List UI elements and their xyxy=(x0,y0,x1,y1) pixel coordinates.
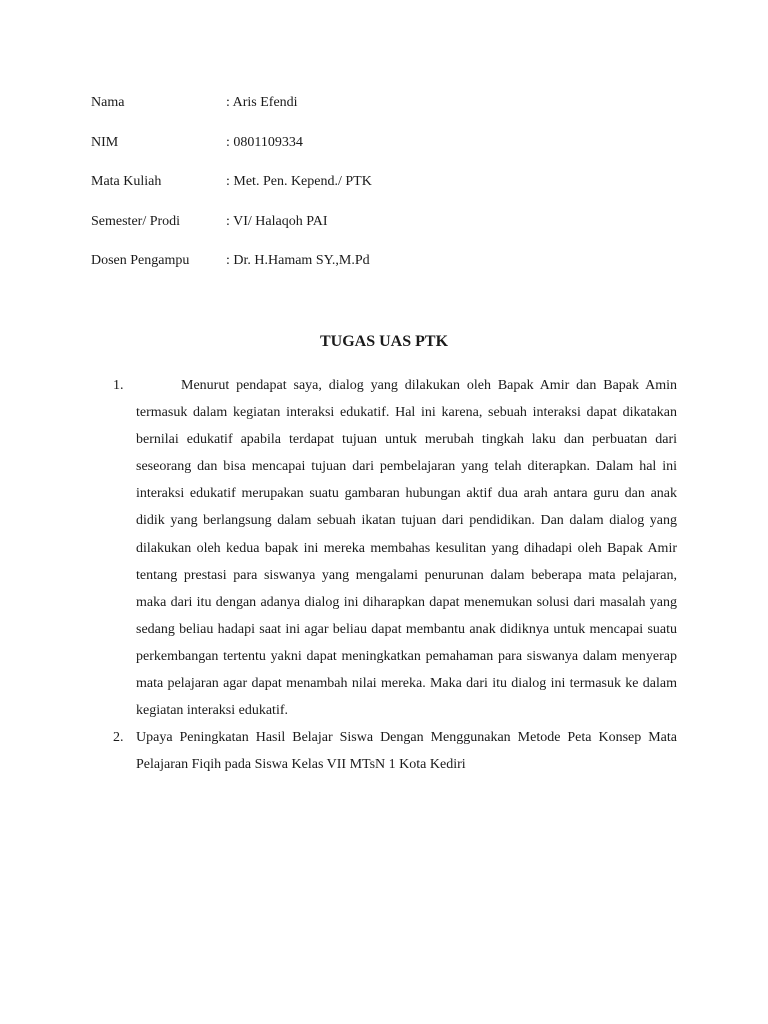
info-row-mata-kuliah xyxy=(91,172,691,192)
answer-list xyxy=(113,372,678,778)
info-row-nim xyxy=(91,133,691,153)
info-row-dosen-pengampu xyxy=(91,251,691,271)
info-label: NIM xyxy=(91,134,119,150)
list-item-number: 2. xyxy=(113,730,124,746)
student-info xyxy=(91,93,691,291)
info-row-nama xyxy=(91,93,691,113)
info-value: : 0801109334 xyxy=(226,134,303,150)
document-title: TUGAS UAS PTK xyxy=(319,333,449,350)
info-value: : Met. Pen. Kepend./ PTK xyxy=(226,174,372,189)
info-label: Mata Kuliah xyxy=(91,174,162,189)
info-row-semester-prodi xyxy=(91,212,691,232)
info-value: : VI/ Halaqoh PAI xyxy=(226,213,328,229)
list-item-text: Upaya Peningkatan Hasil Belajar Siswa Dengan Menggunakan Metode Peta Konsep Mata Pelajaran Fiqih pada Siswa Kelas VII MTsN 1 Kota Kediri xyxy=(136,730,677,773)
info-value: : Aris Efendi xyxy=(226,95,298,110)
list-item xyxy=(113,724,678,778)
list-item-number: 1. xyxy=(113,378,124,393)
info-value: : Dr. H.Hamam SY.,M.Pd xyxy=(226,253,370,268)
info-label: Semester/ Prodi xyxy=(91,213,181,229)
info-label: Dosen Pengampu xyxy=(91,253,190,268)
info-label: Nama xyxy=(91,95,125,110)
list-item xyxy=(113,372,678,724)
list-item-text: Menurut pendapat saya, dialog yang dilakukan oleh Bapak Amir dan Bapak Amin termasuk dalam kegiatan interaksi edukatif. Hal ini karena, sebuah interaksi dapat dikatakan bernilai edukatif apabila terdapat tujuan untuk merubah tingkah laku dan perbuatan dari seseorang dan bisa mencapai tujuan dari pembelajaran yang telah diterapkan. Dalam hal ini interaksi edukatif merupakan suatu gambaran hubungan aktif dua arah antara guru dan anak didik yang berlangsung dalam sebuah ikatan tujuan dari pendidikan. Dan dalam dialog yang dilakukan oleh kedua bapak ini mereka membahas kesulitan yang dihadapi oleh Bapak Amir tentang prestasi para siswanya yang mengalami penurunan dalam beberapa mata pelajaran, maka dari itu dengan adanya dialog ini diharapkan dapat menemukan solusi dari masalah yang sedang beliau hadapi saat ini agar beliau dapat membantu anak didiknya untuk mencapai suatu perkembangan tertentu yakni dapat meningkatkan pemahaman para siswanya dalam menyerap mata pelajaran agar dapat menambah nilai mereka. Maka dari itu dialog ini termasuk ke dalam kegiatan interaksi edukatif. xyxy=(136,378,677,719)
